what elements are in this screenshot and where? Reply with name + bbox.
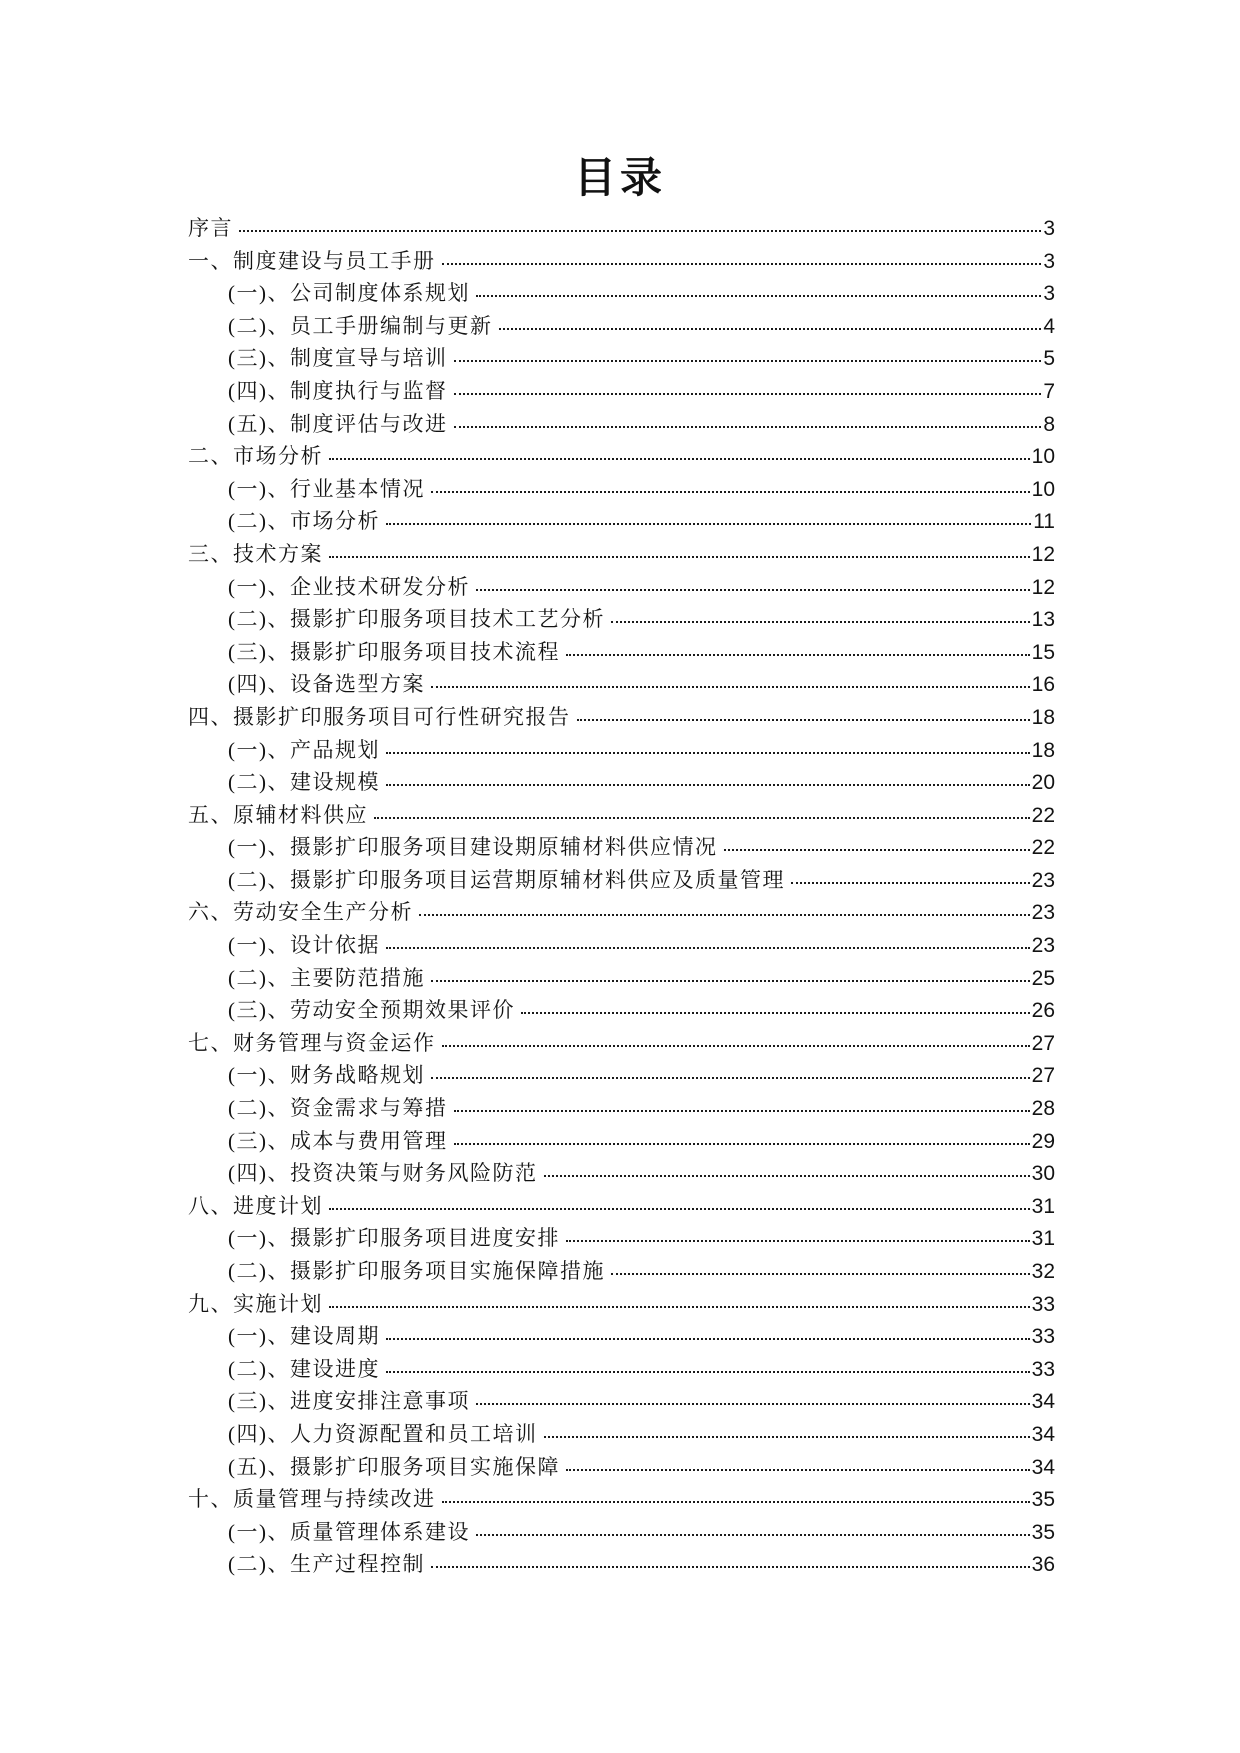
toc-entry[interactable]: [188, 1222, 1055, 1255]
toc-entry-label: (五)、制度评估与改进: [228, 411, 448, 436]
toc-entry-label: (一)、建设周期: [228, 1324, 380, 1349]
toc-entry[interactable]: [188, 408, 1055, 441]
toc-entry[interactable]: [188, 766, 1055, 799]
toc-entry-page: 10: [1031, 445, 1055, 469]
dot-leader: [386, 1338, 1030, 1340]
dot-leader: [386, 752, 1030, 754]
toc-entry-page: 29: [1031, 1129, 1055, 1153]
dot-leader: [386, 947, 1030, 949]
dot-leader: [419, 914, 1030, 916]
dot-leader: [386, 1371, 1030, 1373]
toc-entry-page: 33: [1031, 1292, 1055, 1316]
toc-entry-page: 16: [1031, 673, 1055, 697]
dot-leader: [431, 686, 1030, 688]
toc-entry-page: 3: [1043, 282, 1055, 306]
dot-leader: [521, 1012, 1030, 1014]
dot-leader: [442, 1501, 1030, 1503]
toc-list: [0, 212, 1240, 1581]
toc-entry-label: (二)、主要防范措施: [228, 965, 425, 990]
toc-entry-page: 31: [1031, 1194, 1055, 1218]
toc-entry[interactable]: [188, 1418, 1055, 1451]
toc-entry-page: 23: [1031, 934, 1055, 958]
toc-entry[interactable]: [188, 1190, 1055, 1223]
toc-entry-label: (三)、成本与费用管理: [228, 1128, 448, 1153]
toc-entry[interactable]: [188, 1059, 1055, 1092]
toc-entry-page: 33: [1031, 1357, 1055, 1381]
dot-leader: [544, 1175, 1030, 1177]
toc-entry-page: 35: [1031, 1488, 1055, 1512]
dot-leader: [329, 556, 1030, 558]
toc-entry-label: (一)、行业基本情况: [228, 476, 425, 501]
dot-leader: [431, 980, 1030, 982]
toc-entry-label: (二)、建设进度: [228, 1356, 380, 1381]
toc-entry-label: 序言: [188, 216, 233, 240]
dot-leader: [431, 1566, 1030, 1568]
toc-entry-page: 23: [1031, 868, 1055, 892]
toc-entry-label: (二)、摄影扩印服务项目技术工艺分析: [228, 607, 605, 632]
dot-leader: [611, 1273, 1030, 1275]
toc-entry-label: (四)、制度执行与监督: [228, 378, 448, 403]
toc-entry-label: 七、财务管理与资金运作: [188, 1030, 436, 1055]
toc-entry[interactable]: [188, 538, 1055, 571]
toc-entry[interactable]: [188, 473, 1055, 506]
toc-entry-label: (一)、质量管理体系建设: [228, 1519, 470, 1544]
dot-leader: [724, 849, 1030, 851]
toc-entry-label: (二)、资金需求与筹措: [228, 1096, 448, 1121]
toc-entry-page: 34: [1031, 1422, 1055, 1446]
toc-entry-label: (二)、建设规模: [228, 770, 380, 795]
toc-entry-label: 五、原辅材料供应: [188, 802, 368, 827]
toc-entry[interactable]: [188, 440, 1055, 473]
toc-entry[interactable]: [188, 212, 1055, 245]
toc-entry-label: 八、进度计划: [188, 1193, 323, 1218]
toc-entry-page: 20: [1031, 771, 1055, 795]
toc-entry[interactable]: [188, 571, 1055, 604]
toc-entry-label: (一)、企业技术研发分析: [228, 574, 470, 599]
toc-entry-page: 3: [1043, 217, 1055, 240]
dot-leader: [476, 1403, 1030, 1405]
toc-entry-label: (四)、投资决策与财务风险防范: [228, 1161, 538, 1186]
toc-entry[interactable]: [188, 277, 1055, 310]
toc-entry-label: 四、摄影扩印服务项目可行性研究报告: [188, 704, 571, 729]
toc-entry-label: (一)、产品规划: [228, 737, 380, 762]
toc-entry[interactable]: [188, 636, 1055, 669]
dot-leader: [611, 621, 1030, 623]
toc-entry-label: (三)、劳动安全预期效果评价: [228, 998, 515, 1023]
dot-leader: [566, 1240, 1030, 1242]
dot-leader: [431, 1077, 1030, 1079]
toc-entry-label: (二)、摄影扩印服务项目运营期原辅材料供应及质量管理: [228, 867, 785, 892]
toc-entry[interactable]: [188, 1027, 1055, 1060]
toc-entry[interactable]: [188, 962, 1055, 995]
dot-leader: [374, 817, 1030, 819]
toc-entry-label: 三、技术方案: [188, 541, 323, 566]
toc-entry[interactable]: [188, 1288, 1055, 1321]
toc-entry-page: 15: [1031, 640, 1055, 664]
toc-entry[interactable]: [188, 1255, 1055, 1288]
toc-entry-page: 22: [1031, 836, 1055, 860]
toc-entry-label: (一)、摄影扩印服务项目进度安排: [228, 1226, 560, 1251]
dot-leader: [454, 426, 1042, 428]
dot-leader: [329, 458, 1030, 460]
dot-leader: [499, 328, 1042, 330]
toc-entry-label: (二)、市场分析: [228, 509, 380, 534]
dot-leader: [476, 295, 1041, 297]
toc-entry-label: 一、制度建设与员工手册: [188, 248, 436, 273]
toc-entry-page: 33: [1031, 1325, 1055, 1349]
dot-leader: [454, 1110, 1030, 1112]
dot-leader: [454, 1143, 1030, 1145]
toc-entry-page: 12: [1031, 575, 1055, 599]
toc-entry-label: 十、质量管理与持续改进: [188, 1487, 436, 1512]
toc-entry[interactable]: [188, 375, 1055, 408]
toc-entry-label: (四)、人力资源配置和员工培训: [228, 1421, 538, 1446]
toc-entry-page: 11: [1033, 510, 1055, 534]
toc-entry-page: 12: [1031, 542, 1055, 566]
toc-entry-label: 六、劳动安全生产分析: [188, 900, 413, 925]
dot-leader: [442, 1045, 1030, 1047]
toc-entry[interactable]: [188, 1125, 1055, 1158]
page-title: 目录: [573, 156, 666, 202]
toc-entry-page: 10: [1031, 477, 1055, 501]
toc-entry-page: 27: [1031, 1031, 1055, 1055]
toc-entry-label: 九、实施计划: [188, 1291, 323, 1316]
toc-entry-label: 二、市场分析: [188, 444, 323, 469]
toc-entry[interactable]: [188, 994, 1055, 1027]
toc-entry[interactable]: [188, 1451, 1055, 1484]
toc-entry-page: 34: [1031, 1455, 1055, 1479]
toc-entry[interactable]: [188, 1483, 1055, 1516]
toc-entry-page: 8: [1043, 412, 1055, 436]
toc-entry[interactable]: [188, 864, 1055, 897]
toc-entry-label: (二)、生产过程控制: [228, 1552, 425, 1577]
dot-leader: [577, 719, 1030, 721]
toc-entry[interactable]: [188, 603, 1055, 636]
toc-entry-page: 22: [1031, 803, 1055, 827]
toc-entry-label: (二)、摄影扩印服务项目实施保障措施: [228, 1259, 605, 1283]
toc-entry[interactable]: [188, 701, 1055, 734]
toc-entry-label: (三)、进度安排注意事项: [228, 1389, 470, 1414]
toc-entry-page: 23: [1031, 901, 1055, 925]
toc-entry[interactable]: [188, 310, 1055, 343]
toc-entry[interactable]: [188, 245, 1055, 278]
dot-leader: [454, 360, 1042, 362]
toc-entry-label: (三)、制度宣导与培训: [228, 346, 448, 371]
toc-entry-page: 4: [1043, 314, 1055, 338]
dot-leader: [544, 1436, 1030, 1438]
toc-entry-label: (一)、财务战略规划: [228, 1063, 425, 1088]
dot-leader: [386, 523, 1031, 525]
toc-entry-page: 18: [1031, 705, 1055, 729]
toc-entry-label: (二)、员工手册编制与更新: [228, 313, 493, 338]
toc-entry[interactable]: [188, 1385, 1055, 1418]
dot-leader: [454, 393, 1042, 395]
toc-entry[interactable]: [188, 1516, 1055, 1549]
toc-entry[interactable]: [188, 1092, 1055, 1125]
toc-entry-page: 18: [1031, 738, 1055, 762]
toc-entry-label: (五)、摄影扩印服务项目实施保障: [228, 1454, 560, 1479]
toc-entry[interactable]: [188, 1320, 1055, 1353]
dot-leader: [791, 882, 1030, 884]
toc-entry-label: (三)、摄影扩印服务项目技术流程: [228, 639, 560, 664]
toc-entry-label: (一)、公司制度体系规划: [228, 281, 470, 306]
toc-entry-page: 3: [1043, 249, 1055, 273]
toc-entry-page: 31: [1031, 1227, 1055, 1251]
dot-leader: [239, 230, 1041, 232]
toc-entry-page: 5: [1043, 347, 1055, 371]
toc-entry[interactable]: [188, 831, 1055, 864]
dot-leader: [442, 263, 1042, 265]
dot-leader: [566, 654, 1030, 656]
toc-entry-page: 28: [1031, 1097, 1055, 1121]
toc-entry-page: 30: [1031, 1162, 1055, 1186]
toc-entry-page: 25: [1031, 966, 1055, 990]
toc-entry-label: (一)、摄影扩印服务项目建设期原辅材料供应情况: [228, 835, 718, 860]
toc-entry-page: 34: [1031, 1390, 1055, 1414]
dot-leader: [431, 491, 1030, 493]
dot-leader: [476, 1534, 1030, 1536]
dot-leader: [329, 1208, 1030, 1210]
toc-entry-label: (一)、设计依据: [228, 933, 380, 958]
toc-entry-page: 35: [1031, 1520, 1055, 1544]
toc-entry-page: 36: [1031, 1553, 1055, 1577]
toc-entry[interactable]: [188, 929, 1055, 962]
dot-leader: [566, 1469, 1030, 1471]
toc-entry-label: (四)、设备选型方案: [228, 672, 425, 697]
toc-entry[interactable]: [188, 1353, 1055, 1386]
toc-entry[interactable]: [188, 896, 1055, 929]
toc-entry[interactable]: [188, 799, 1055, 832]
dot-leader: [329, 1306, 1030, 1308]
toc-entry[interactable]: [188, 505, 1055, 538]
toc-entry-page: 7: [1043, 379, 1055, 403]
toc-entry[interactable]: [188, 1548, 1055, 1581]
toc-entry[interactable]: [188, 734, 1055, 767]
toc-entry-page: 27: [1031, 1064, 1055, 1088]
toc-entry-page: 13: [1031, 608, 1055, 632]
toc-entry[interactable]: [188, 668, 1055, 701]
toc-entry-page: 32: [1031, 1260, 1055, 1283]
toc-entry[interactable]: [188, 1157, 1055, 1190]
toc-entry-page: 26: [1031, 999, 1055, 1023]
dot-leader: [386, 784, 1030, 786]
toc-entry[interactable]: [188, 342, 1055, 375]
dot-leader: [476, 589, 1030, 591]
